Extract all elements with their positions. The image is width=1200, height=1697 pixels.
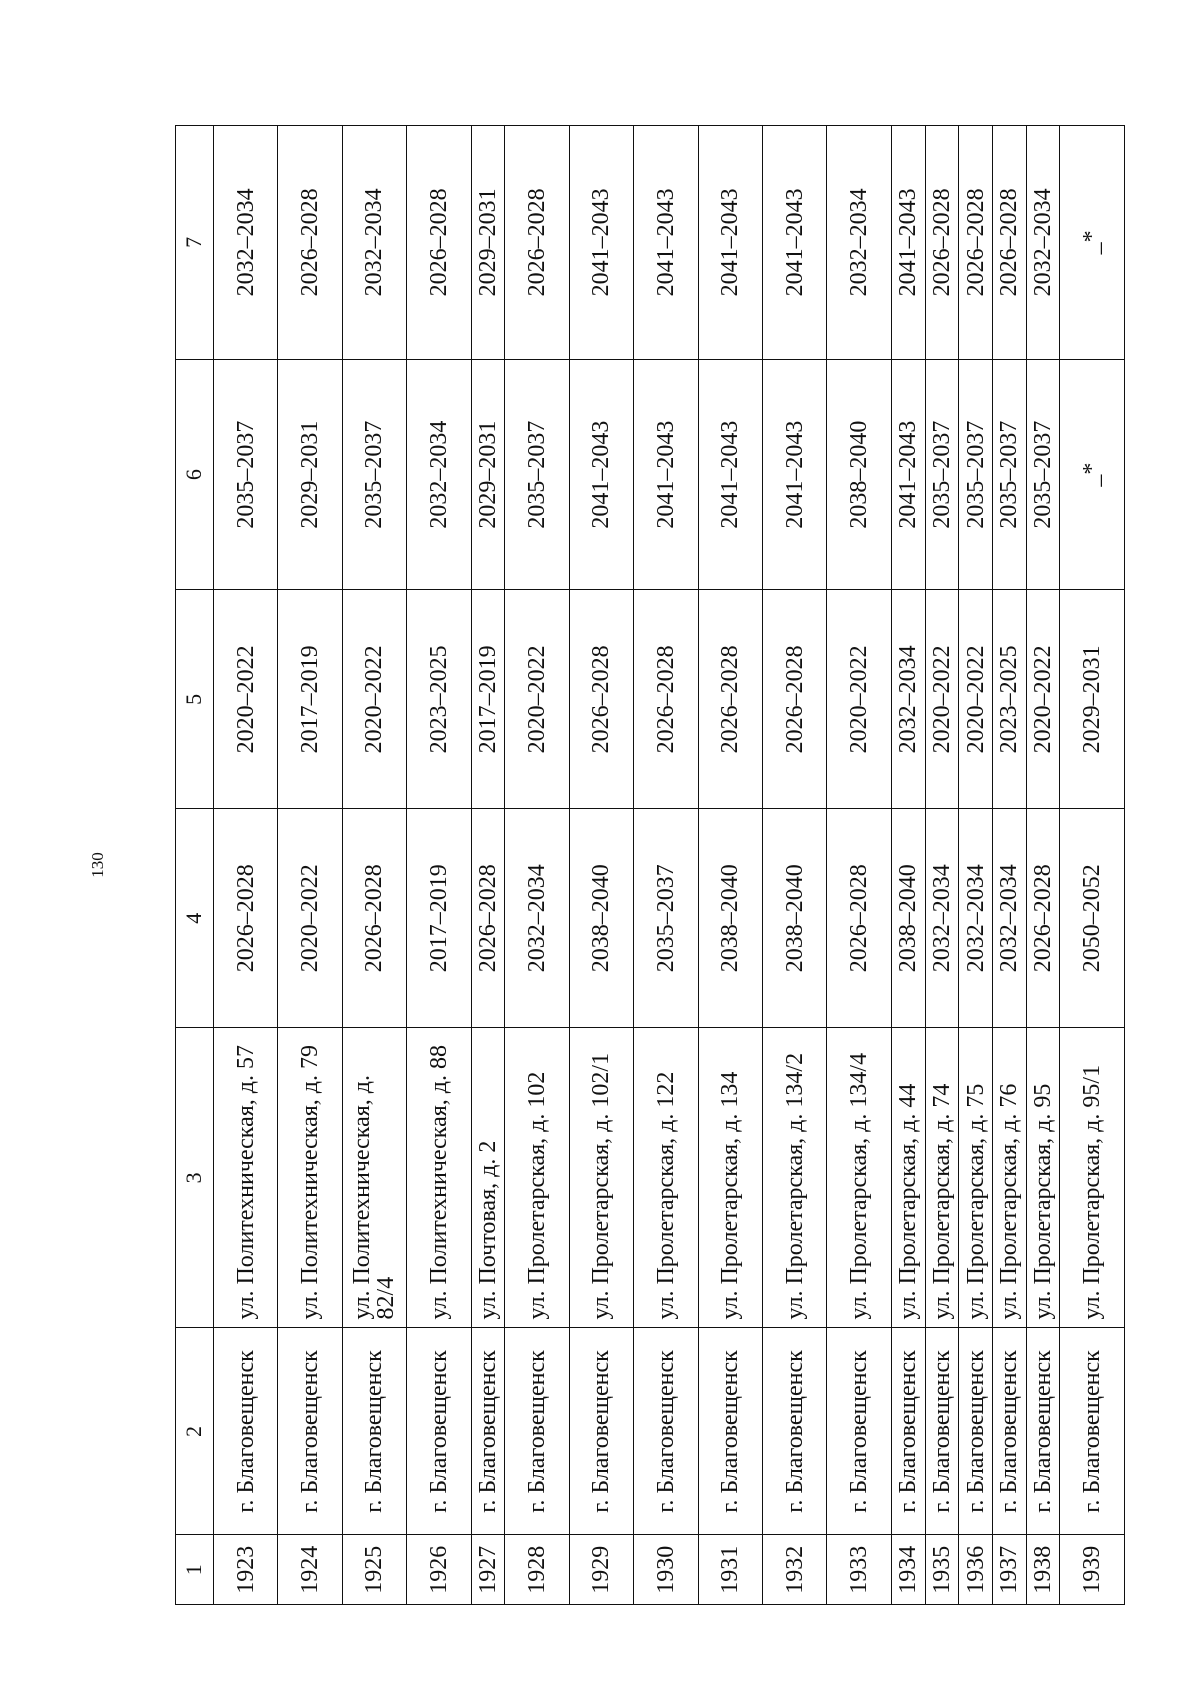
city-cell: г. Благовещенск [891, 1328, 925, 1535]
period-7-cell: 2032–2034 [1026, 126, 1060, 360]
period-6-cell: 2035–2037 [959, 359, 993, 590]
period-5-cell: 2020–2022 [505, 590, 569, 809]
period-7-cell: 2041–2043 [698, 126, 762, 360]
address-cell: ул. Пролетарская, д. 102/1 [569, 1028, 633, 1328]
period-7-cell: 2032–2034 [342, 126, 406, 360]
row-number-cell: 1938 [1026, 1535, 1060, 1605]
column-header-1: 1 [176, 1535, 214, 1605]
address-cell: ул. Политехническая, д. 88 [407, 1028, 471, 1328]
period-6-cell: 2029–2031 [278, 359, 342, 590]
period-4-cell: 2032–2034 [959, 809, 993, 1028]
period-4-cell: 2026–2028 [213, 809, 277, 1028]
city-cell: г. Благовещенск [634, 1328, 698, 1535]
address-cell: ул. Пролетарская, д. 95 [1026, 1028, 1060, 1328]
period-6-cell: 2035–2037 [505, 359, 569, 590]
period-4-cell: 2032–2034 [925, 809, 959, 1028]
row-number-cell: 1923 [213, 1535, 277, 1605]
page-number: 130 [88, 852, 107, 878]
period-4-cell: 2026–2028 [471, 809, 505, 1028]
table-row [762, 126, 826, 1605]
period-6-cell: 2041–2043 [569, 359, 633, 590]
table-row [992, 126, 1026, 1605]
address-cell: ул. Пролетарская, д. 134/4 [827, 1028, 891, 1328]
city-cell: г. Благовещенск [698, 1328, 762, 1535]
period-5-cell: 2020–2022 [342, 590, 406, 809]
period-6-cell: _* [1060, 359, 1125, 590]
period-5-cell: 2020–2022 [213, 590, 277, 809]
period-7-cell: 2032–2034 [827, 126, 891, 360]
city-cell: г. Благовещенск [407, 1328, 471, 1535]
period-7-cell: 2026–2028 [407, 126, 471, 360]
period-5-cell: 2032–2034 [891, 590, 925, 809]
column-header-6: 6 [176, 359, 214, 590]
address-cell: ул. Пролетарская, д. 134 [698, 1028, 762, 1328]
period-5-cell: 2020–2022 [959, 590, 993, 809]
column-header-7: 7 [176, 126, 214, 360]
row-number-cell: 1926 [407, 1535, 471, 1605]
table-row [925, 126, 959, 1605]
address-cell: ул. Пролетарская, д. 134/2 [762, 1028, 826, 1328]
period-7-cell: 2041–2043 [891, 126, 925, 360]
address-cell: ул. Пролетарская, д. 76 [992, 1028, 1026, 1328]
row-number-cell: 1925 [342, 1535, 406, 1605]
period-4-cell: 2038–2040 [698, 809, 762, 1028]
period-7-cell: 2041–2043 [634, 126, 698, 360]
period-5-cell: 2026–2028 [762, 590, 826, 809]
row-number-cell: 1937 [992, 1535, 1026, 1605]
period-6-cell: 2029–2031 [471, 359, 505, 590]
period-7-cell: _* [1060, 126, 1125, 360]
row-number-cell: 1927 [471, 1535, 505, 1605]
address-cell: ул. Политехническая, д. 57 [213, 1028, 277, 1328]
row-number-cell: 1930 [634, 1535, 698, 1605]
period-5-cell: 2017–2019 [471, 590, 505, 809]
table-row [1060, 126, 1125, 1605]
row-number-cell: 1932 [762, 1535, 826, 1605]
address-cell: ул. Пролетарская, д. 44 [891, 1028, 925, 1328]
period-5-cell: 2029–2031 [1060, 590, 1125, 809]
city-cell: г. Благовещенск [278, 1328, 342, 1535]
period-5-cell: 2020–2022 [1026, 590, 1060, 809]
table-row [278, 126, 342, 1605]
address-cell: ул. Пролетарская, д. 102 [505, 1028, 569, 1328]
column-header-3: 3 [176, 1028, 214, 1328]
address-cell: ул. Пролетарская, д. 95/1 [1060, 1028, 1125, 1328]
period-4-cell: 2038–2040 [891, 809, 925, 1028]
row-number-cell: 1924 [278, 1535, 342, 1605]
period-7-cell: 2026–2028 [925, 126, 959, 360]
table-row [471, 126, 505, 1605]
period-4-cell: 2032–2034 [505, 809, 569, 1028]
city-cell: г. Благовещенск [827, 1328, 891, 1535]
period-6-cell: 2035–2037 [992, 359, 1026, 590]
period-7-cell: 2026–2028 [278, 126, 342, 360]
row-number-cell: 1931 [698, 1535, 762, 1605]
period-7-cell: 2032–2034 [213, 126, 277, 360]
period-7-cell: 2041–2043 [762, 126, 826, 360]
period-6-cell: 2032–2034 [407, 359, 471, 590]
period-5-cell: 2020–2022 [827, 590, 891, 809]
address-cell: ул. Пролетарская, д. 122 [634, 1028, 698, 1328]
period-5-cell: 2026–2028 [569, 590, 633, 809]
table-row [213, 126, 277, 1605]
city-cell: г. Благовещенск [342, 1328, 406, 1535]
row-number-cell: 1933 [827, 1535, 891, 1605]
period-4-cell: 2038–2040 [569, 809, 633, 1028]
period-6-cell: 2041–2043 [891, 359, 925, 590]
address-cell: ул. Политехническая, д. 79 [278, 1028, 342, 1328]
address-cell: ул. Пролетарская, д. 75 [959, 1028, 993, 1328]
period-4-cell: 2026–2028 [1026, 809, 1060, 1028]
period-7-cell: 2026–2028 [959, 126, 993, 360]
housing-repair-schedule-table [175, 125, 1125, 1605]
table-row [342, 126, 406, 1605]
period-4-cell: 2032–2034 [992, 809, 1026, 1028]
period-5-cell: 2026–2028 [634, 590, 698, 809]
city-cell: г. Благовещенск [213, 1328, 277, 1535]
period-7-cell: 2026–2028 [992, 126, 1026, 360]
period-5-cell: 2026–2028 [698, 590, 762, 809]
table-row [959, 126, 993, 1605]
period-6-cell: 2035–2037 [342, 359, 406, 590]
table-row [407, 126, 471, 1605]
address-cell: ул. Политехническая, д. 82/4 [342, 1028, 406, 1328]
period-5-cell: 2020–2022 [925, 590, 959, 809]
city-cell: г. Благовещенск [505, 1328, 569, 1535]
period-5-cell: 2023–2025 [407, 590, 471, 809]
period-6-cell: 2035–2037 [1026, 359, 1060, 590]
table-row [505, 126, 569, 1605]
period-4-cell: 2026–2028 [827, 809, 891, 1028]
table-row [698, 126, 762, 1605]
address-cell: ул. Почтовая, д. 2 [471, 1028, 505, 1328]
table-row [569, 126, 633, 1605]
column-header-5: 5 [176, 590, 214, 809]
city-cell: г. Благовещенск [925, 1328, 959, 1535]
period-6-cell: 2035–2037 [213, 359, 277, 590]
city-cell: г. Благовещенск [471, 1328, 505, 1535]
period-5-cell: 2017–2019 [278, 590, 342, 809]
period-4-cell: 2026–2028 [342, 809, 406, 1028]
row-number-cell: 1929 [569, 1535, 633, 1605]
period-6-cell: 2035–2037 [925, 359, 959, 590]
row-number-cell: 1934 [891, 1535, 925, 1605]
city-cell: г. Благовещенск [569, 1328, 633, 1535]
period-4-cell: 2050–2052 [1060, 809, 1125, 1028]
table-header-row [176, 126, 214, 1605]
table-body [176, 126, 1125, 1605]
table-row [1026, 126, 1060, 1605]
period-7-cell: 2041–2043 [569, 126, 633, 360]
row-number-cell: 1936 [959, 1535, 993, 1605]
city-cell: г. Благовещенск [959, 1328, 993, 1535]
table-row [634, 126, 698, 1605]
city-cell: г. Благовещенск [1060, 1328, 1125, 1535]
table-row [827, 126, 891, 1605]
period-6-cell: 2038–2040 [827, 359, 891, 590]
address-cell: ул. Пролетарская, д. 74 [925, 1028, 959, 1328]
period-5-cell: 2023–2025 [992, 590, 1026, 809]
row-number-cell: 1939 [1060, 1535, 1125, 1605]
city-cell: г. Благовещенск [992, 1328, 1026, 1535]
period-4-cell: 2020–2022 [278, 809, 342, 1028]
city-cell: г. Благовещенск [1026, 1328, 1060, 1535]
period-7-cell: 2029–2031 [471, 126, 505, 360]
row-number-cell: 1935 [925, 1535, 959, 1605]
period-6-cell: 2041–2043 [698, 359, 762, 590]
city-cell: г. Благовещенск [762, 1328, 826, 1535]
period-4-cell: 2035–2037 [634, 809, 698, 1028]
period-4-cell: 2017–2019 [407, 809, 471, 1028]
period-6-cell: 2041–2043 [634, 359, 698, 590]
period-4-cell: 2038–2040 [762, 809, 826, 1028]
table-row [891, 126, 925, 1605]
period-7-cell: 2026–2028 [505, 126, 569, 360]
rotated-table-container [175, 125, 1125, 1605]
column-header-4: 4 [176, 809, 214, 1028]
row-number-cell: 1928 [505, 1535, 569, 1605]
column-header-2: 2 [176, 1328, 214, 1535]
period-6-cell: 2041–2043 [762, 359, 826, 590]
